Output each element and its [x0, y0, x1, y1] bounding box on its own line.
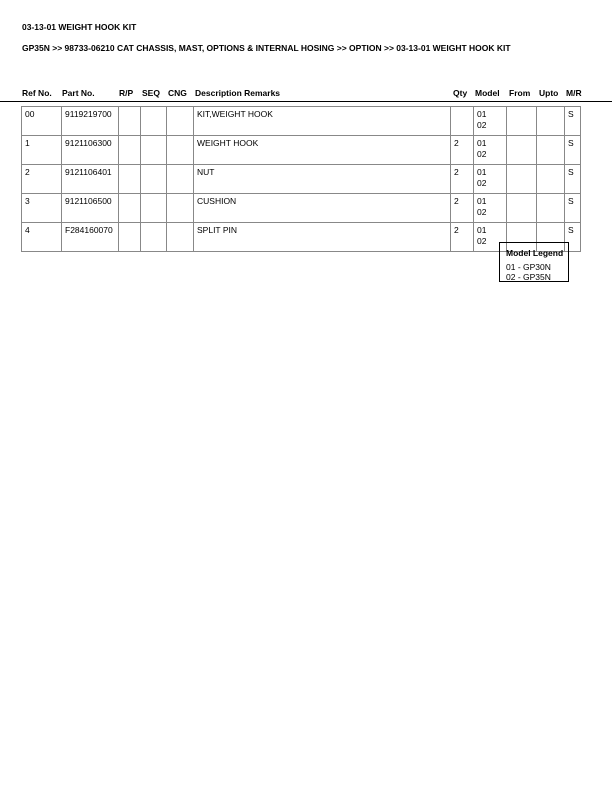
legend-title: Model Legend [506, 248, 564, 258]
cell-seq [141, 223, 167, 252]
cell-cng [167, 107, 194, 136]
cell-from [507, 136, 537, 165]
cell-part-no: 9119219700 [62, 107, 119, 136]
cell-cng [167, 194, 194, 223]
cell-description: CUSHION [194, 194, 451, 223]
cell-ref-no: 3 [22, 194, 62, 223]
header-part-no: Part No. [62, 88, 95, 98]
cell-rp [119, 223, 141, 252]
cell-from [507, 165, 537, 194]
cell-rp [119, 165, 141, 194]
breadcrumb: GP35N >> 98733-06210 CAT CHASSIS, MAST, OPTIONS & INTERNAL HOSING >> OPTION >> 03-13-01 WEIGHT HOOK KIT [22, 43, 511, 53]
cell-qty [451, 107, 474, 136]
model-code: 01 [477, 196, 487, 206]
cell-ref-no: 2 [22, 165, 62, 194]
header-ref-no: Ref No. [22, 88, 52, 98]
cell-part-no: 9121106300 [62, 136, 119, 165]
model-legend [499, 242, 569, 282]
header-mr: M/R [566, 88, 582, 98]
cell-seq [141, 194, 167, 223]
header-divider [0, 101, 612, 102]
table-row [22, 194, 581, 223]
cell-mr: S [565, 107, 581, 136]
cell-mr: S [565, 194, 581, 223]
cell-description: WEIGHT HOOK [194, 136, 451, 165]
cell-qty: 2 [451, 194, 474, 223]
table-row [22, 107, 581, 136]
cell-model [474, 136, 507, 165]
cell-upto [537, 107, 565, 136]
model-code: 02 [477, 149, 487, 159]
cell-ref-no: 00 [22, 107, 62, 136]
legend-item: 02 - GP35N [506, 272, 551, 282]
model-code: 01 [477, 225, 487, 235]
model-code: 01 [477, 167, 487, 177]
cell-upto [537, 136, 565, 165]
cell-rp [119, 136, 141, 165]
cell-cng [167, 165, 194, 194]
table-row [22, 136, 581, 165]
header-from: From [509, 88, 531, 98]
model-code: 01 [477, 138, 487, 148]
cell-rp [119, 107, 141, 136]
header-model: Model [475, 88, 500, 98]
header-cng: CNG [168, 88, 187, 98]
legend-item: 01 - GP30N [506, 262, 551, 272]
cell-part-no: 9121106401 [62, 165, 119, 194]
table-header [0, 88, 612, 102]
model-code: 02 [477, 178, 487, 188]
cell-description: KIT,WEIGHT HOOK [194, 107, 451, 136]
cell-description: SPLIT PIN [194, 223, 451, 252]
cell-part-no: F284160070 [62, 223, 119, 252]
cell-ref-no: 4 [22, 223, 62, 252]
cell-ref-no: 1 [22, 136, 62, 165]
cell-description: NUT [194, 165, 451, 194]
cell-mr: S [565, 223, 581, 252]
model-code: 02 [477, 120, 487, 130]
cell-upto [537, 165, 565, 194]
cell-rp [119, 194, 141, 223]
cell-seq [141, 165, 167, 194]
cell-cng [167, 136, 194, 165]
page-title: 03-13-01 WEIGHT HOOK KIT [22, 22, 137, 32]
cell-upto [537, 194, 565, 223]
model-code: 02 [477, 207, 487, 217]
table-row [22, 165, 581, 194]
cell-seq [141, 107, 167, 136]
cell-from [507, 107, 537, 136]
cell-model [474, 194, 507, 223]
cell-model [474, 165, 507, 194]
cell-qty: 2 [451, 223, 474, 252]
header-rp: R/P [119, 88, 134, 98]
cell-from [507, 194, 537, 223]
cell-qty: 2 [451, 136, 474, 165]
header-description: Description Remarks [195, 88, 281, 98]
model-code: 02 [477, 236, 487, 246]
cell-qty: 2 [451, 165, 474, 194]
parts-table [21, 106, 581, 252]
header-qty: Qty [453, 88, 468, 98]
cell-model [474, 107, 507, 136]
header-upto: Upto [539, 88, 559, 98]
cell-part-no: 9121106500 [62, 194, 119, 223]
cell-cng [167, 223, 194, 252]
cell-mr: S [565, 165, 581, 194]
table-row [22, 223, 581, 252]
cell-seq [141, 136, 167, 165]
header-seq: SEQ [142, 88, 160, 98]
model-code: 01 [477, 109, 487, 119]
cell-mr: S [565, 136, 581, 165]
